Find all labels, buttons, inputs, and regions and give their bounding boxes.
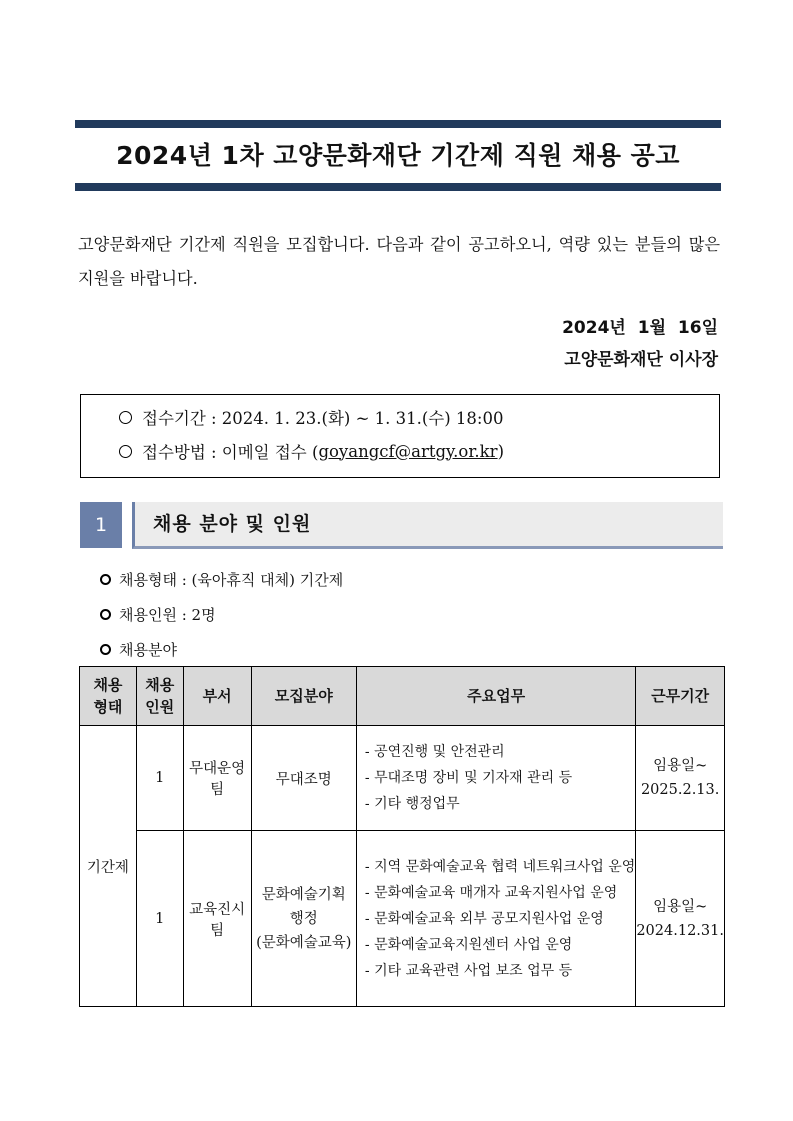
application-period (119, 405, 503, 429)
cell-field: 무대조명 (251, 726, 356, 831)
application-info-box (80, 394, 720, 478)
title-bottom-rule (75, 183, 721, 191)
duty-item: - 문화예술교육지원센터 사업 운영 (364, 936, 573, 953)
table-row (80, 831, 725, 1007)
cell-field: 문화예술기획 행정 (문화예술교육) (251, 831, 356, 1007)
bullet-employment-type (100, 569, 343, 590)
title-top-rule (75, 120, 721, 128)
cell-headcount: 1 (136, 726, 183, 831)
application-period-text: 접수기간 : 2024. 1. 23.(화) ~ 1. 31.(수) 18:00 (142, 409, 504, 428)
cell-period: 임용일~ 2025.2.13. (636, 726, 725, 831)
intro-paragraph: 고양문화재단 기간제 직원을 모집합니다. 다음과 같이 공고하오니, 역량 있는 분들의 많은 지원을 바랍니다. (78, 235, 720, 288)
bullet-fields (100, 639, 177, 660)
cell-duties (356, 831, 635, 1007)
email-link[interactable]: goyangcf@artgy.or.kr (318, 441, 498, 461)
header-period: 근무기간 (636, 667, 725, 726)
duty-item: - 지역 문화예술교육 협력 네트워크사업 운영 (364, 858, 636, 875)
announcement-date: 2024년 1월 16일 (562, 318, 718, 338)
cell-period: 임용일~ 2024.12.31. (636, 831, 725, 1007)
section-header (80, 502, 720, 550)
duty-item: - 무대조명 장비 및 기자재 관리 등 (364, 770, 573, 786)
duty-item: - 기타 행정업무 (364, 796, 460, 812)
cell-department: 교육진시팀 (183, 831, 251, 1007)
table-header-row (80, 667, 725, 726)
application-method-text: 접수방법 : 이메일 접수 ( (142, 443, 319, 462)
cell-department: 무대운영팀 (183, 726, 251, 831)
bullet-headcount (100, 604, 216, 625)
recruitment-table (79, 666, 725, 1007)
cell-employment-type: 기간제 (80, 726, 137, 1007)
duty-item: - 공연진행 및 안전관리 (364, 744, 505, 760)
section-title-box (132, 502, 723, 549)
duty-item: - 기타 교육관련 사업 보조 업무 등 (364, 962, 573, 979)
issuer-name: 고양문화재단 이사장 (564, 350, 718, 370)
bullet-text: 채용분야 (119, 641, 177, 659)
application-method-suffix: ) (497, 441, 504, 461)
header-department: 부서 (183, 667, 251, 726)
section-number: 1 (80, 502, 122, 548)
document-title: 2024년 1차 고양문화재단 기간제 직원 채용 공고 (116, 141, 680, 170)
ring-bullet-icon (100, 574, 111, 585)
header-employment-type: 채용 형태 (80, 667, 137, 726)
header-field: 모집분야 (251, 667, 356, 726)
application-method (119, 439, 504, 463)
duty-item: - 문화예술교육 외부 공모지원사업 운영 (364, 910, 604, 927)
bullet-text: 채용형태 : (육아휴직 대체) 기간제 (119, 571, 344, 589)
section-title: 채용 분야 및 인원 (153, 513, 312, 535)
circle-bullet-icon (119, 411, 132, 424)
header-headcount: 채용 인원 (136, 667, 183, 726)
ring-bullet-icon (100, 609, 111, 620)
cell-duties (356, 726, 635, 831)
bullet-text: 채용인원 : 2명 (119, 606, 216, 624)
circle-bullet-icon (119, 445, 132, 458)
header-duties: 주요업무 (356, 667, 635, 726)
ring-bullet-icon (100, 644, 111, 655)
cell-headcount: 1 (136, 831, 183, 1007)
duty-item: - 문화예술교육 매개자 교육지원사업 운영 (364, 884, 618, 901)
table-row (80, 726, 725, 831)
